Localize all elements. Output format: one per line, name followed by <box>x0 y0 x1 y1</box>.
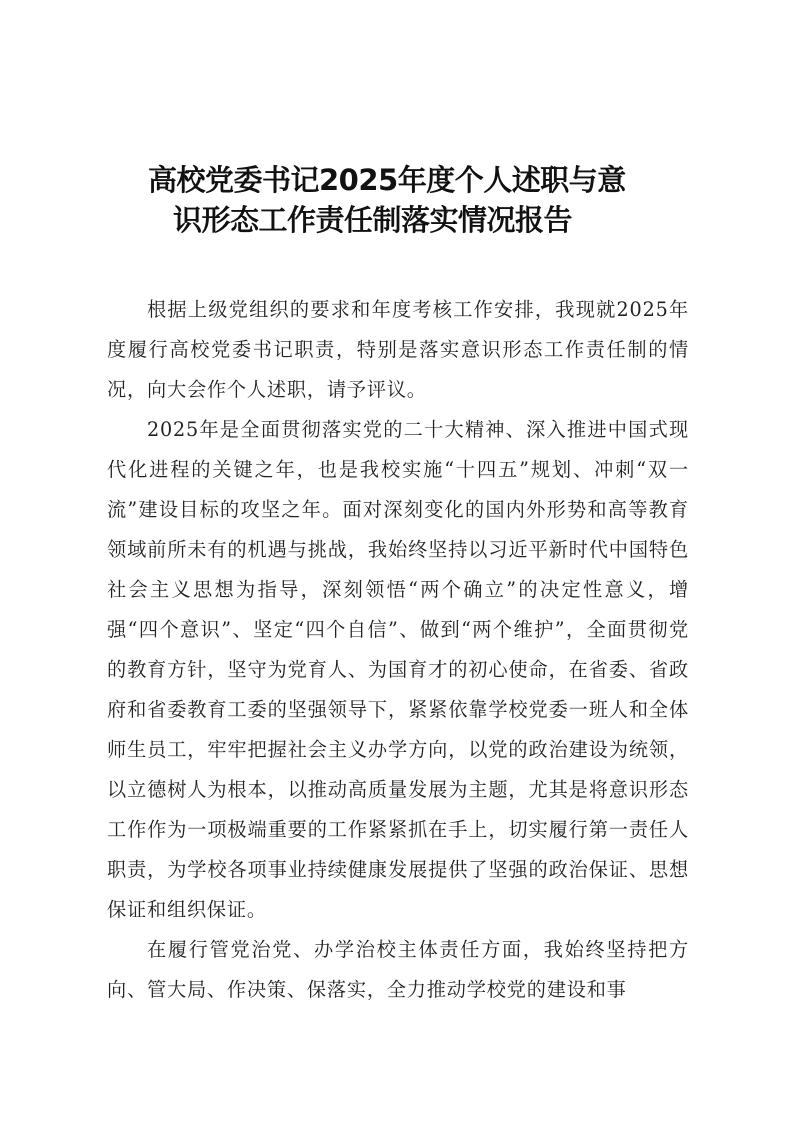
title-line-2: 识形态工作责任制落实情况报告 <box>173 203 573 237</box>
paragraph-background: 2025年是全面贯彻落实党的二十大精神、深入推进中国式现代化进程的关键之年，也是我校实施“十四五”规划、冲刺“双一流”建设目标的攻坚之年。面对深刻变化的国内外形势和高等教育领域前所未有的机遇与挑战，我始终坚持以习近平新时代中国特色社会主义思想为指导，深刻领悟“两个确立”的决定性意义，增强“四个意识”、坚定“四个自信”、做到“两个维护”，全面贯彻党的教育方针，坚守为党育人、为国育才的初心使命，在省委、省政府和省委教育工委的坚强领导下，紧紧依靠学校党委一班人和全体师生员工，牢牢把握社会主义办学方向，以党的政治建设为统领，以立德树人为根本，以推动高质量发展为主题，尤其是将意识形态工作作为一项极端重要的工作紧紧抓在手上，切实履行第一责任人职责，为学校各项事业持续健康发展提供了坚强的政治保证、思想保证和组织保证。 <box>107 418 689 921</box>
paragraph-responsibility: 在履行管党治党、办学治校主体责任方面，我始终坚持把方向、管大局、作决策、保落实，全力推动学校党的建设和事 <box>107 938 689 1001</box>
document-title <box>148 160 708 240</box>
document-body <box>107 290 689 1010</box>
paragraph-intro: 根据上级党组织的要求和年度考核工作安排，我现就2025年度履行高校党委书记职责，特别是落实意识形态工作责任制的情况，向大会作个人述职，请予评议。 <box>107 298 689 401</box>
title-line-1: 高校党委书记2025年度个人述职与意 <box>148 163 626 197</box>
